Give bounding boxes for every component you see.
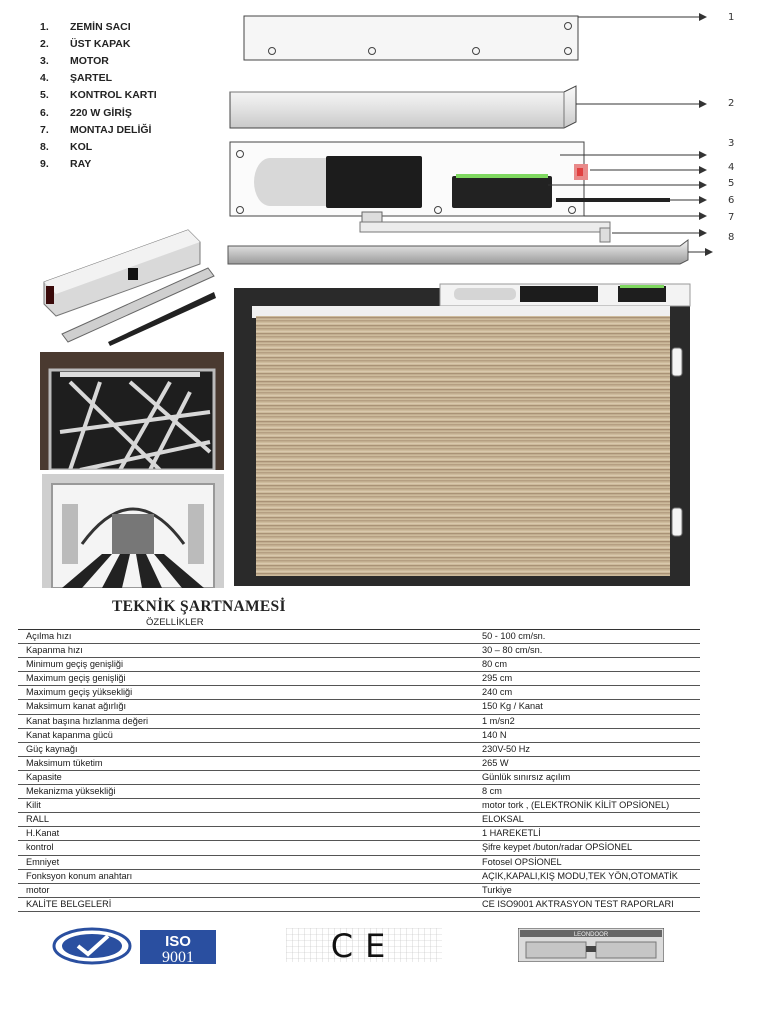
top-cover [230, 86, 706, 128]
table-row: Maximum geçiş genişliği 295 cm [18, 672, 700, 686]
table-row: Maksimum kanat ağırlığı 150 Kg / Kanat [18, 700, 700, 714]
table-row: Kilit motor tork , (ELEKTRONİK KİLİT OPSİONEL) [18, 799, 700, 813]
table-row: Kanat kapanma gücü 140 N [18, 729, 700, 743]
table-row: motor Turkiye [18, 884, 700, 898]
brand-name: LEONDOOR [573, 932, 609, 938]
table-row: Maksimum tüketim 265 W [18, 757, 700, 771]
arm [360, 222, 610, 242]
parts-item: 8. KOL [40, 140, 93, 153]
gate-photo-pattern [40, 352, 224, 470]
parts-item: 3. MOTOR [40, 54, 109, 67]
spec-table [18, 629, 700, 912]
callout-number: 1 [728, 12, 735, 23]
ce-mark-logo [286, 928, 442, 962]
operator-product-image [38, 224, 220, 346]
table-row: kontrol Şifre keypet /buton/radar OPSİONEL [18, 841, 700, 855]
callout-number: 5 [728, 178, 735, 189]
table-row: Açılma hızı 50 - 100 cm/sn. [18, 629, 700, 644]
callout-number: 2 [728, 98, 735, 109]
callout-number: 6 [728, 195, 735, 206]
rail [228, 240, 712, 264]
table-row: Kapasite Günlük sınırsız açılım [18, 771, 700, 785]
table-row: Fonksyon konum anahtarı AÇIK,KAPALI,KIŞ MODU,TEK YÖN,OTOMATİK [18, 870, 700, 884]
table-row: Mekanizma yüksekliği 8 cm [18, 785, 700, 799]
callout-number: 8 [728, 232, 735, 243]
parts-item: 4. ŞARTEL [40, 72, 112, 85]
parts-item: 5. KONTROL KARTI [40, 89, 157, 102]
table-row: Kanat başına hızlanma değeri 1 m/sn2 [18, 715, 700, 729]
spec-title: TEKNİK ŞARTNAMESİ [112, 598, 286, 615]
callout-number: 3 [728, 138, 735, 149]
brand-logo [518, 928, 664, 962]
parts-item: 1. ZEMİN SACI [40, 20, 131, 33]
table-row: RALL ELOKSAL [18, 813, 700, 827]
table-row: KALİTE BELGELERİ CE ISO9001 AKTRASYON TEST RAPORLARI [18, 898, 700, 912]
table-row: Maximum geçiş yüksekliği 240 cm [18, 686, 700, 700]
table-row: H.Kanat 1 HAREKETLİ [18, 827, 700, 841]
parts-item: 9. RAY [40, 158, 92, 171]
spec-subtitle: ÖZELLİKLER [146, 617, 204, 628]
table-row: Güç kaynağı 230V-50 Hz [18, 743, 700, 757]
table-row: Kapanma hızı 30 – 80 cm/sn. [18, 644, 700, 658]
table-row: Emniyet Fotosel OPSİONEL [18, 856, 700, 870]
gate-photo-arch [42, 474, 224, 588]
callout-number: 4 [728, 162, 735, 173]
mechanism-plate [230, 142, 670, 222]
parts-item: 6. 220 W GİRİŞ [40, 106, 132, 119]
iso-9001-logo [52, 926, 218, 966]
base-plate [244, 16, 706, 60]
callout-number: 7 [728, 212, 735, 223]
ce-mark-text: CE [330, 928, 398, 962]
parts-item: 2. ÜST KAPAK [40, 37, 131, 50]
table-row: Minimum geçiş genişliği 80 cm [18, 658, 700, 672]
parts-item: 7. MONTAJ DELİĞİ [40, 123, 152, 136]
iso-logo-text: ISO [165, 933, 191, 950]
assembled-door [234, 284, 690, 586]
iso-logo-number: 9001 [162, 949, 194, 966]
